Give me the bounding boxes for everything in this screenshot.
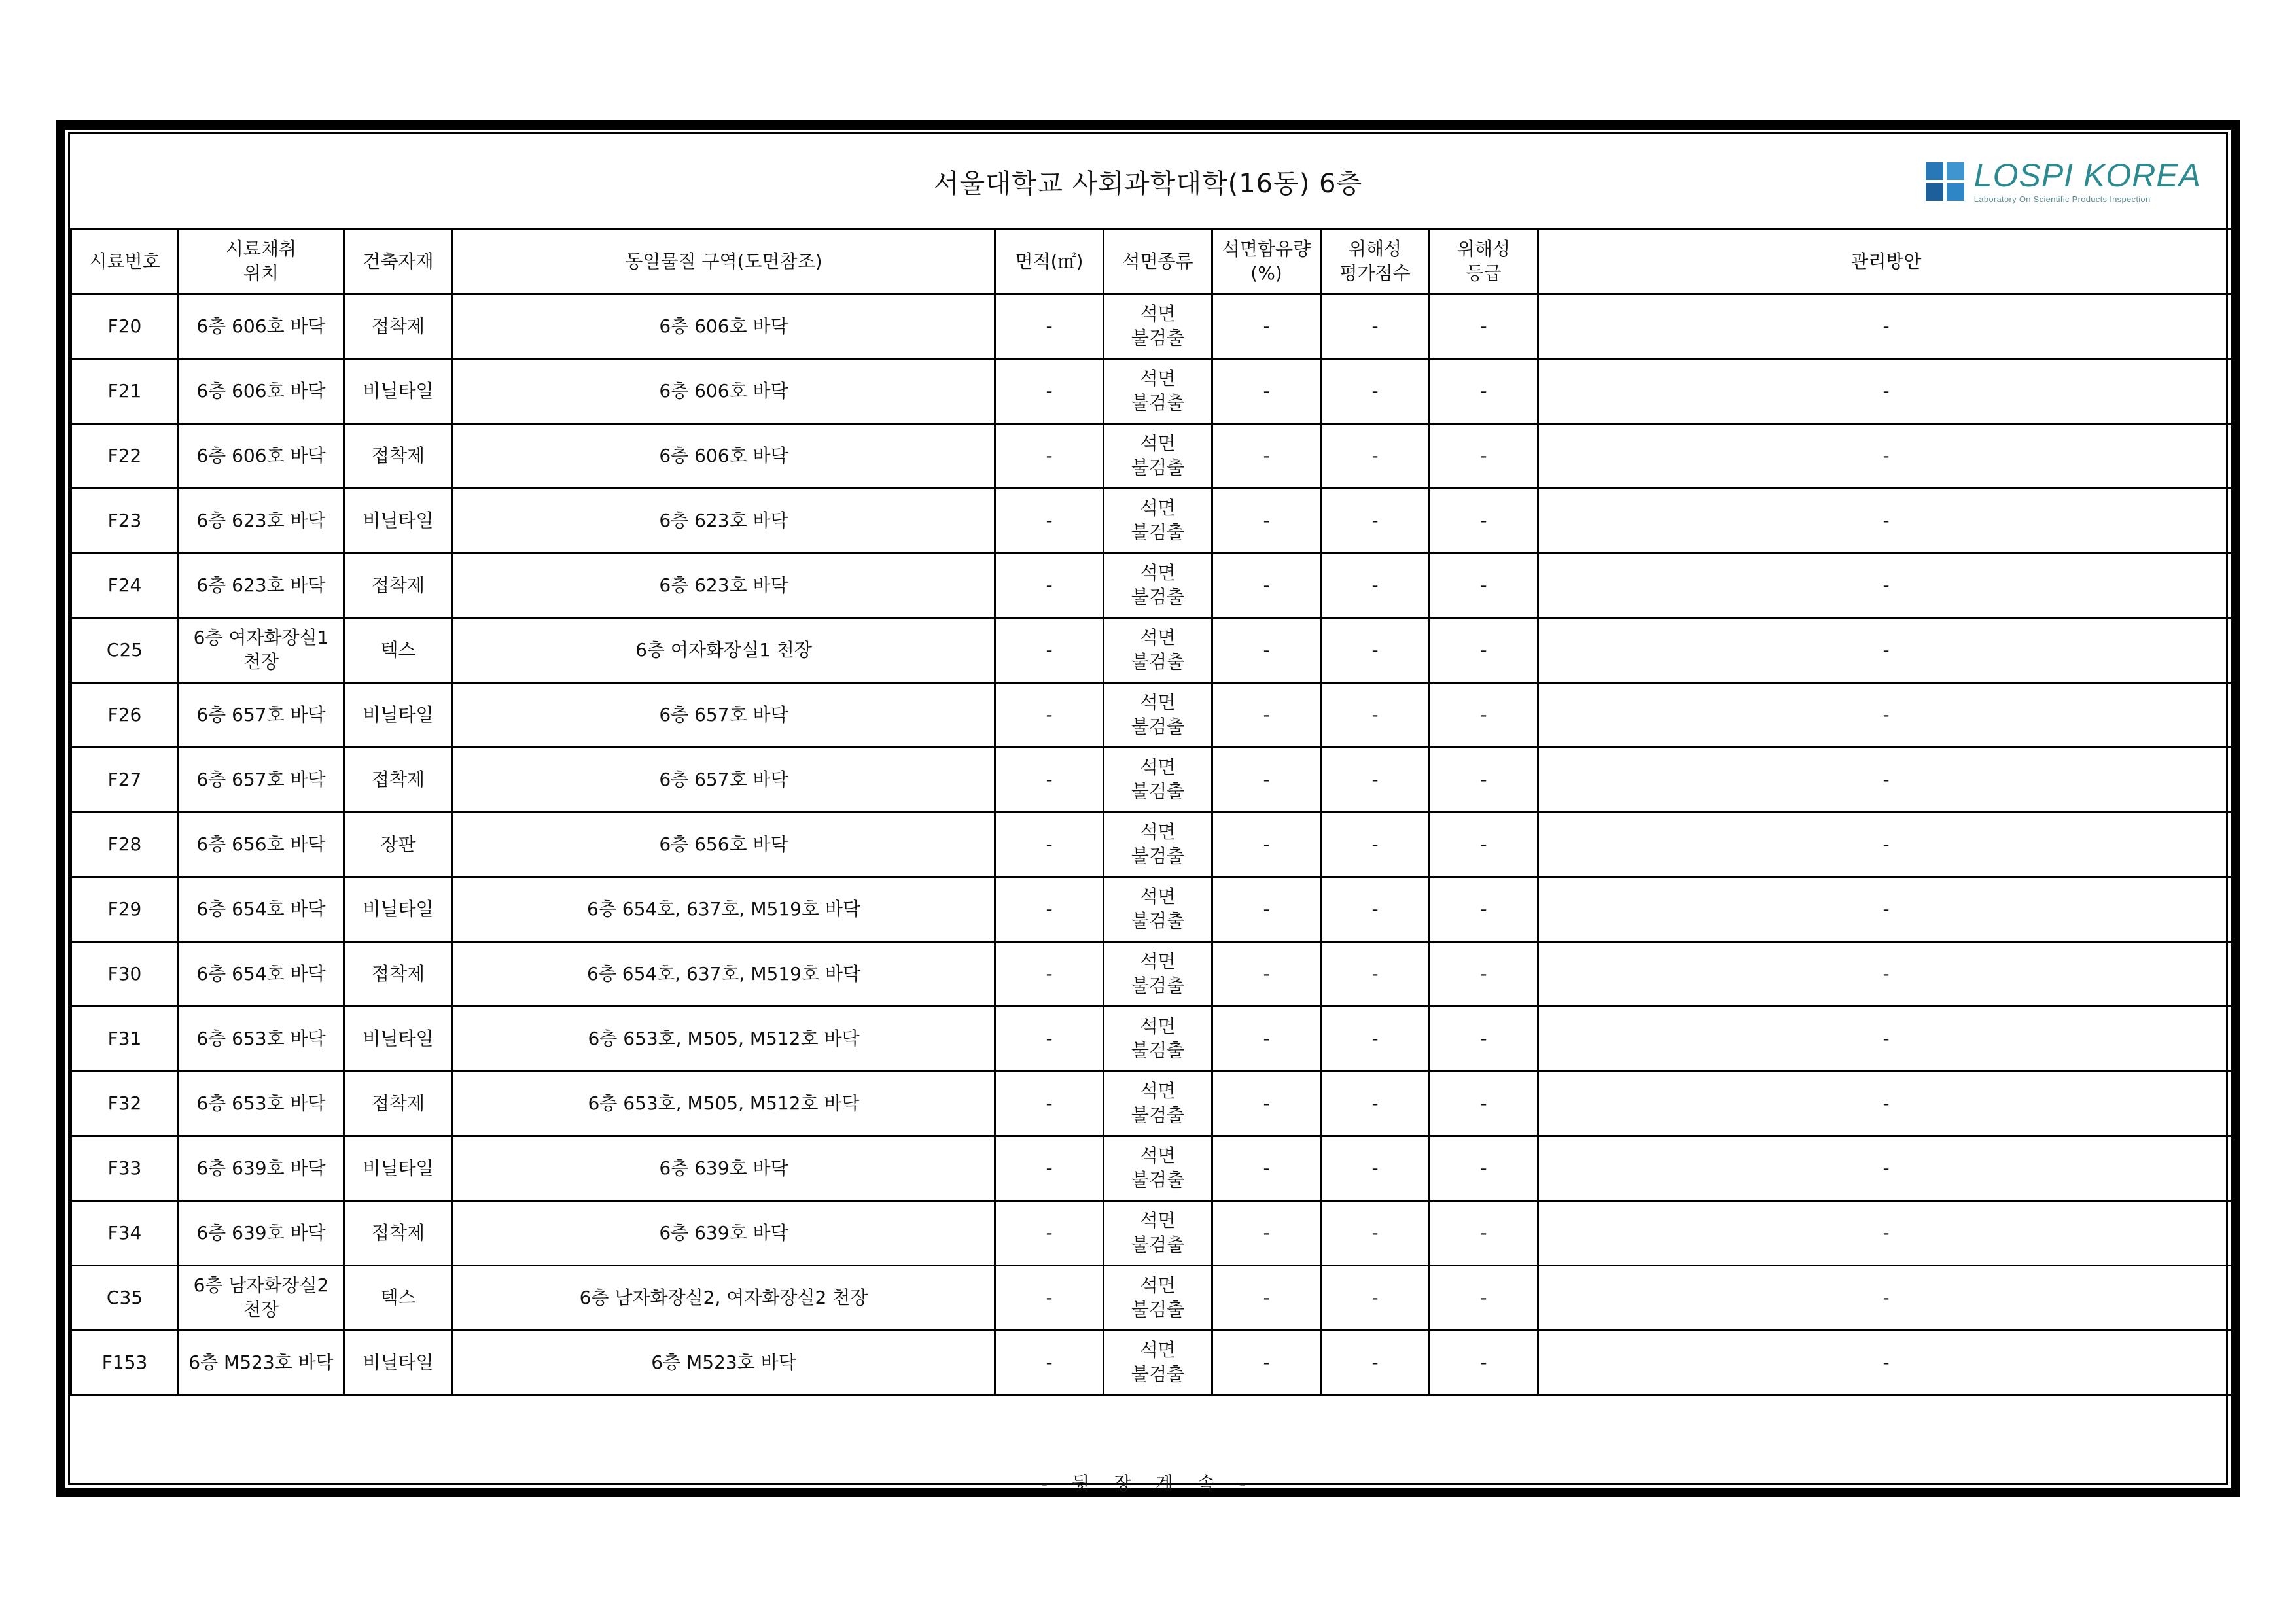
table-cell: 비닐타일 [344, 359, 453, 424]
table-cell: - [1321, 1201, 1430, 1266]
table-row [71, 1136, 2234, 1201]
table-cell: 석면 불검출 [1104, 1266, 1212, 1331]
table-cell: 접착제 [344, 424, 453, 489]
table-cell: - [995, 1266, 1104, 1331]
table-cell: - [1321, 359, 1430, 424]
table-row [71, 1266, 2234, 1331]
table-cell: - [1321, 877, 1430, 942]
table-cell: - [1430, 618, 1538, 683]
table-cell: - [1538, 1007, 2234, 1072]
table-cell: - [1430, 1072, 1538, 1136]
table-cell: 6층 606호 바닥 [179, 359, 344, 424]
table-cell: - [1430, 1266, 1538, 1331]
table-cell: - [1212, 1266, 1321, 1331]
table-cell: - [995, 618, 1104, 683]
table-cell: 6층 653호 바닥 [179, 1072, 344, 1136]
table-cell: F34 [71, 1201, 179, 1266]
table-cell: - [995, 942, 1104, 1007]
table-cell: 6층 623호 바닥 [453, 489, 995, 553]
column-header: 동일물질 구역(도면참조) [453, 230, 995, 294]
table-cell: 6층 606호 바닥 [179, 424, 344, 489]
table-cell: - [1321, 618, 1430, 683]
table-cell: - [1212, 294, 1321, 359]
table-cell: 6층 639호 바닥 [453, 1201, 995, 1266]
table-cell: 6층 623호 바닥 [453, 553, 995, 618]
table-cell: - [995, 683, 1104, 748]
table-cell: 6층 654호 바닥 [179, 942, 344, 1007]
table-cell: - [1321, 812, 1430, 877]
column-header: 시료번호 [71, 230, 179, 294]
table-cell: 6층 606호 바닥 [453, 424, 995, 489]
column-header: 석면함유량 (%) [1212, 230, 1321, 294]
table-cell: - [1321, 489, 1430, 553]
table-cell: - [1430, 942, 1538, 1007]
logo-name: LOSPI KOREA [1973, 157, 2201, 194]
table-cell: - [1321, 1266, 1430, 1331]
table-cell: - [995, 877, 1104, 942]
table-cell: - [1430, 294, 1538, 359]
table-cell: 접착제 [344, 1201, 453, 1266]
table-cell: 석면 불검출 [1104, 812, 1212, 877]
table-cell: 6층 657호 바닥 [453, 683, 995, 748]
table-cell: 석면 불검출 [1104, 359, 1212, 424]
table-cell: 장판 [344, 812, 453, 877]
table-cell: - [1321, 553, 1430, 618]
table-cell: 6층 남자화장실2, 여자화장실2 천장 [453, 1266, 995, 1331]
table-row [71, 942, 2234, 1007]
table-cell: 비닐타일 [344, 489, 453, 553]
table-row [71, 553, 2234, 618]
table-cell: 비닐타일 [344, 1007, 453, 1072]
table-cell: 6층 606호 바닥 [179, 294, 344, 359]
table-cell: 석면 불검출 [1104, 489, 1212, 553]
table-cell: - [1538, 553, 2234, 618]
table-cell: 석면 불검출 [1104, 748, 1212, 812]
table-cell: 석면 불검출 [1104, 942, 1212, 1007]
table-row [71, 424, 2234, 489]
table-row [71, 877, 2234, 942]
table-cell: 석면 불검출 [1104, 877, 1212, 942]
table-cell: - [995, 359, 1104, 424]
table-cell: F33 [71, 1136, 179, 1201]
table-cell: 6층 656호 바닥 [179, 812, 344, 877]
table-cell: F28 [71, 812, 179, 877]
column-header: 시료채취 위치 [179, 230, 344, 294]
table-cell: 석면 불검출 [1104, 294, 1212, 359]
table-cell: - [1538, 1201, 2234, 1266]
table-cell: - [1538, 489, 2234, 553]
table-cell: F153 [71, 1331, 179, 1395]
table-cell: - [1538, 294, 2234, 359]
table-cell: - [1538, 1266, 2234, 1331]
table-cell: 석면 불검출 [1104, 424, 1212, 489]
table-cell: 비닐타일 [344, 877, 453, 942]
table-cell: 비닐타일 [344, 1136, 453, 1201]
table-cell: - [1538, 748, 2234, 812]
column-header: 위해성 등급 [1430, 230, 1538, 294]
logo-squares-icon [1926, 162, 1965, 201]
table-cell: 텍스 [344, 1266, 453, 1331]
table-cell: 접착제 [344, 942, 453, 1007]
table-cell: F27 [71, 748, 179, 812]
table-cell: F24 [71, 553, 179, 618]
table-body [71, 294, 2234, 1395]
table-cell: - [1212, 618, 1321, 683]
table-cell: - [995, 489, 1104, 553]
table-cell: - [995, 1007, 1104, 1072]
table-cell: 6층 623호 바닥 [179, 553, 344, 618]
table-cell: - [995, 553, 1104, 618]
table-cell: 6층 657호 바닥 [453, 748, 995, 812]
table-cell: - [1430, 359, 1538, 424]
table-cell: 비닐타일 [344, 1331, 453, 1395]
table-cell: - [1538, 359, 2234, 424]
table-cell: - [995, 1201, 1104, 1266]
table-row [71, 489, 2234, 553]
column-header: 면적(㎡) [995, 230, 1104, 294]
table-cell: - [1321, 683, 1430, 748]
table-cell: 텍스 [344, 618, 453, 683]
table-cell: - [1212, 812, 1321, 877]
table-cell: 6층 653호, M505, M512호 바닥 [453, 1007, 995, 1072]
table-cell: - [1538, 424, 2234, 489]
table-cell: - [995, 748, 1104, 812]
table-row [71, 359, 2234, 424]
table-cell: 비닐타일 [344, 683, 453, 748]
table-cell: 석면 불검출 [1104, 553, 1212, 618]
table-row [71, 1072, 2234, 1136]
column-header: 석면종류 [1104, 230, 1212, 294]
continued-note: - 뒷 장 계 속 - [1041, 1473, 1255, 1494]
table-cell: 6층 657호 바닥 [179, 683, 344, 748]
table-cell: 6층 여자화장실1 천장 [179, 618, 344, 683]
table-cell: - [1321, 424, 1430, 489]
table-cell: 6층 639호 바닥 [179, 1136, 344, 1201]
table-cell: 6층 654호 바닥 [179, 877, 344, 942]
table-cell: 6층 여자화장실1 천장 [453, 618, 995, 683]
table-cell: 석면 불검출 [1104, 1072, 1212, 1136]
report-frame [68, 132, 2228, 1494]
table-cell: - [1430, 424, 1538, 489]
table-row [71, 812, 2234, 877]
table-cell: F22 [71, 424, 179, 489]
table-cell: - [1538, 877, 2234, 942]
table-row [71, 1331, 2234, 1395]
table-cell: 6층 623호 바닥 [179, 489, 344, 553]
table-row [71, 1007, 2234, 1072]
table-cell: 석면 불검출 [1104, 1201, 1212, 1266]
table-cell: - [1212, 1007, 1321, 1072]
table-cell: 6층 653호 바닥 [179, 1007, 344, 1072]
table-cell: - [1430, 812, 1538, 877]
table-cell: 접착제 [344, 748, 453, 812]
table-cell: - [1430, 877, 1538, 942]
column-header: 위해성 평가점수 [1321, 230, 1430, 294]
table-row [71, 683, 2234, 748]
table-cell: - [995, 294, 1104, 359]
table-row [71, 618, 2234, 683]
table-cell: 6층 653호, M505, M512호 바닥 [453, 1072, 995, 1136]
table-cell: - [1321, 294, 1430, 359]
table-cell: 6층 657호 바닥 [179, 748, 344, 812]
table-cell: - [1212, 942, 1321, 1007]
table-cell: - [1321, 1331, 1430, 1395]
table-cell: - [1430, 748, 1538, 812]
table-cell: - [1321, 1072, 1430, 1136]
table-cell: - [1212, 424, 1321, 489]
page-title: 서울대학교 사회과학대학(16동) 6층 [933, 168, 1363, 199]
table-cell: - [995, 1136, 1104, 1201]
table-cell: - [1321, 942, 1430, 1007]
table-cell: 석면 불검출 [1104, 683, 1212, 748]
logo-tagline: Laboratory On Scientific Products Inspection [1973, 194, 2151, 204]
table-cell: - [1538, 1331, 2234, 1395]
table-cell: 6층 M523호 바닥 [453, 1331, 995, 1395]
table-cell: 6층 654호, 637호, M519호 바닥 [453, 942, 995, 1007]
table-cell: - [1212, 748, 1321, 812]
table-cell: - [995, 812, 1104, 877]
table-cell: C35 [71, 1266, 179, 1331]
table-cell: 6층 654호, 637호, M519호 바닥 [453, 877, 995, 942]
table-cell: - [1538, 812, 2234, 877]
table-cell: C25 [71, 618, 179, 683]
table-cell: F30 [71, 942, 179, 1007]
table-cell: - [1212, 359, 1321, 424]
table-cell: - [1430, 1331, 1538, 1395]
column-header: 건축자재 [344, 230, 453, 294]
column-header: 관리방안 [1538, 230, 2234, 294]
table-cell: - [1538, 683, 2234, 748]
table-row [71, 294, 2234, 359]
table-cell: - [1212, 1072, 1321, 1136]
table-cell: 6층 M523호 바닥 [179, 1331, 344, 1395]
table-cell: 6층 656호 바닥 [453, 812, 995, 877]
table-row [71, 1201, 2234, 1266]
table-cell: 석면 불검출 [1104, 618, 1212, 683]
table-cell: 6층 639호 바닥 [453, 1136, 995, 1201]
table-cell: F32 [71, 1072, 179, 1136]
table-cell: - [1321, 1007, 1430, 1072]
table-cell: 석면 불검출 [1104, 1007, 1212, 1072]
table-cell: - [1430, 1201, 1538, 1266]
table-cell: - [1212, 877, 1321, 942]
table-cell: F29 [71, 877, 179, 942]
table-cell: - [1212, 553, 1321, 618]
table-cell: F26 [71, 683, 179, 748]
table-cell: - [1212, 1201, 1321, 1266]
table-cell: - [1430, 683, 1538, 748]
table-cell: - [1430, 1136, 1538, 1201]
table-cell: - [1430, 553, 1538, 618]
table-cell: - [1321, 1136, 1430, 1201]
table-row [71, 748, 2234, 812]
table-cell: - [1538, 618, 2234, 683]
table-header-row [71, 230, 2234, 294]
table-cell: F21 [71, 359, 179, 424]
table-cell: - [995, 424, 1104, 489]
table-cell: - [1538, 942, 2234, 1007]
table-cell: 접착제 [344, 294, 453, 359]
table-cell: - [995, 1331, 1104, 1395]
table-cell: 6층 남자화장실2 천장 [179, 1266, 344, 1331]
table-cell: 접착제 [344, 553, 453, 618]
table-cell: 석면 불검출 [1104, 1136, 1212, 1201]
table-cell: - [1212, 489, 1321, 553]
table-cell: F31 [71, 1007, 179, 1072]
table-cell: - [1538, 1136, 2234, 1201]
table-cell: - [1321, 748, 1430, 812]
table-cell: 6층 606호 바닥 [453, 359, 995, 424]
table-cell: - [1212, 1331, 1321, 1395]
table-cell: - [1212, 683, 1321, 748]
table-cell: F23 [71, 489, 179, 553]
table-cell: 6층 639호 바닥 [179, 1201, 344, 1266]
table-cell: - [1430, 489, 1538, 553]
report-sheet [56, 120, 2240, 1497]
table-cell: - [1212, 1136, 1321, 1201]
table-cell: - [1430, 1007, 1538, 1072]
asbestos-survey-table [70, 228, 2235, 1396]
table-cell: 석면 불검출 [1104, 1331, 1212, 1395]
company-logo [1926, 159, 2201, 204]
table-cell: F20 [71, 294, 179, 359]
table-cell: - [995, 1072, 1104, 1136]
table-cell: 접착제 [344, 1072, 453, 1136]
table-cell: - [1538, 1072, 2234, 1136]
table-cell: 6층 606호 바닥 [453, 294, 995, 359]
